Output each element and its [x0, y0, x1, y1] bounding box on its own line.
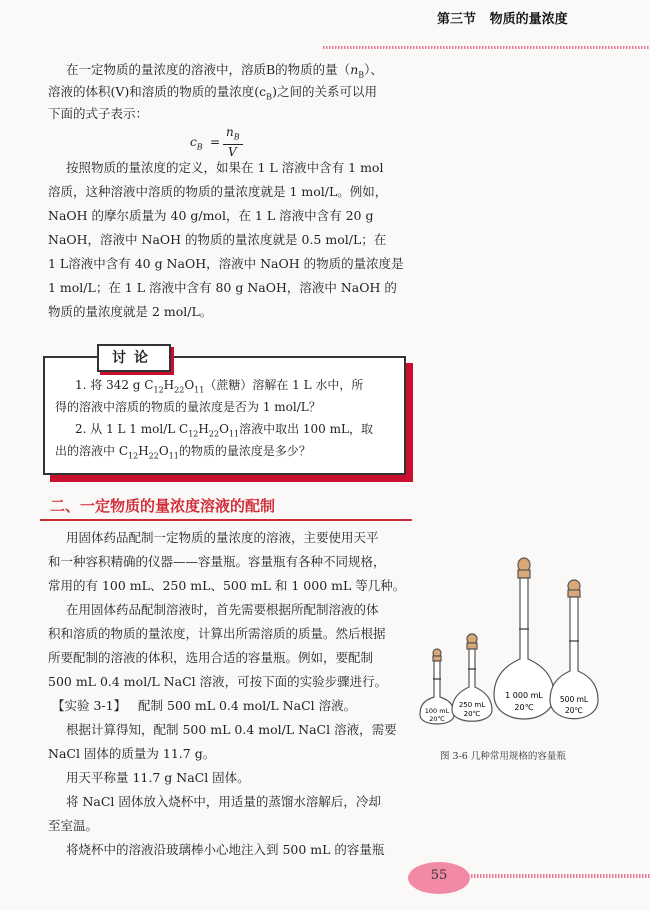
step-line-1: 根据计算得知，配制 500 mL 0.4 mol/L NaCl 溶液，需要	[66, 722, 397, 737]
flask-1000ml-temp: 20℃	[514, 703, 534, 712]
section-heading: 二、一定物质的量浓度溶液的配制	[50, 497, 276, 515]
figure-caption: 图 3-6 几种常用规格的容量瓶	[440, 751, 566, 762]
volumetric-flasks-figure	[418, 555, 644, 735]
para2-line-4: NaOH，溶液中 NaOH 的物质的量浓度就是 0.5 mol/L；在	[48, 232, 387, 247]
para3-line-1: 用固体药品配制一定物质的量浓度的溶液，主要使用天平	[66, 530, 379, 545]
question-2-line-1: 2. 从 1 L 1 mol/L $C_{12}H_{22}O_{11}$溶液中取出 100 mL，取	[75, 422, 373, 439]
para2-line-7: 物质的量浓度就是 2 mol/L。	[48, 304, 213, 319]
step-line-4: 将 NaCl 固体放入烧杯中，用适量的蒸馏水溶解后，冷却	[66, 794, 381, 809]
flask-1000ml-volume: 1 000 mL	[505, 691, 543, 700]
experiment-label: 【实验 3-1】	[52, 698, 127, 713]
step-line-2: NaCl 固体的质量为 11.7 g。	[48, 746, 216, 761]
para3-line-2: 和一种容积精确的仪器——容量瓶。容量瓶有各种不同规格，	[48, 554, 386, 569]
flask-100ml-temp: 20℃	[429, 715, 445, 723]
section-underline	[40, 519, 412, 521]
para2-line-6: 1 mol/L；在 1 L 溶液中含有 80 g NaOH，溶液中 NaOH 的	[48, 280, 397, 295]
step-line-6: 将烧杯中的溶液沿玻璃棒小心地注入到 500 mL 的容量瓶	[66, 842, 385, 857]
flask-100ml-volume: 100 mL	[424, 707, 450, 715]
para2-line-3: NaOH 的摩尔质量为 40 g/mol，在 1 L 溶液中含有 20 g	[48, 208, 374, 223]
flask-500ml-volume: 500 mL	[559, 695, 589, 704]
para3-line-3: 常用的有 100 mL、250 mL、500 mL 和 1 000 mL 等几种。	[48, 578, 406, 593]
para4-line-3: 所要配制的溶液的体积，选用合适的容量瓶。例如，要配制	[48, 650, 374, 665]
para4-line-4: 500 mL 0.4 mol/L NaCl 溶液，可按下面的实验步骤进行。	[48, 674, 388, 689]
para2-line-1: 按照物质的量浓度的定义，如果在 1 L 溶液中含有 1 mol	[66, 160, 384, 175]
para2-line-5: 1 L溶液中含有 40 g NaOH，溶液中 NaOH 的物质的量浓度是	[48, 256, 404, 271]
footer-rule	[468, 874, 650, 878]
flask-250ml-temp: 20℃	[463, 710, 481, 718]
question-1-line-2: 得的溶液中溶质的物质的量浓度是否为 1 mol/L？	[55, 400, 321, 414]
page-number: 55	[430, 868, 448, 883]
header-rule	[323, 46, 650, 49]
question-1-line-1: 1. 将 342 g $C_{12}H_{22}O_{11}$（蔗糖）溶解在 1 L 水中，所	[75, 378, 364, 395]
intro-line-1: 在一定物质的量浓度的溶液中，溶质B的物质的量$(n_B)$、	[66, 62, 383, 80]
para4-line-1: 在用固体药品配制溶液时，首先需要根据所配制溶液的体	[66, 602, 379, 617]
chapter-header	[437, 8, 568, 27]
intro-line-2: 溶液的体积(V)和溶质的物质的量浓度$(c_B)$之间的关系可以用	[48, 84, 377, 102]
discussion-title: 讨论	[97, 344, 171, 372]
section-title: 物质的量浓度	[489, 12, 568, 27]
discussion-box	[43, 350, 406, 475]
experiment-line	[52, 696, 356, 716]
step-line-3: 用天平称量 11.7 g NaCl 固体。	[66, 770, 250, 785]
flask-500ml-temp: 20℃	[565, 706, 583, 715]
para4-line-2: 积和溶质的物质的量浓度，计算出所需溶质的质量。然后根据	[48, 626, 386, 641]
concentration-formula: $c_B$ = $n_B$ V	[190, 125, 250, 163]
intro-line-3: 下面的式子表示：	[48, 106, 149, 121]
question-2-line-2: 出的溶液中 $C_{12}H_{22}O_{11}$的物质的量浓度是多少？	[55, 444, 311, 461]
flask-250ml-volume: 250 mL	[458, 701, 486, 709]
experiment-title: 配制 500 mL 0.4 mol/L NaCl 溶液。	[138, 698, 357, 713]
para2-line-2: 溶质，这种溶液中溶质的物质的量浓度就是 1 mol/L。例如，	[48, 184, 388, 199]
step-line-5: 至室温。	[48, 818, 99, 833]
section-number: 第三节	[437, 12, 477, 27]
